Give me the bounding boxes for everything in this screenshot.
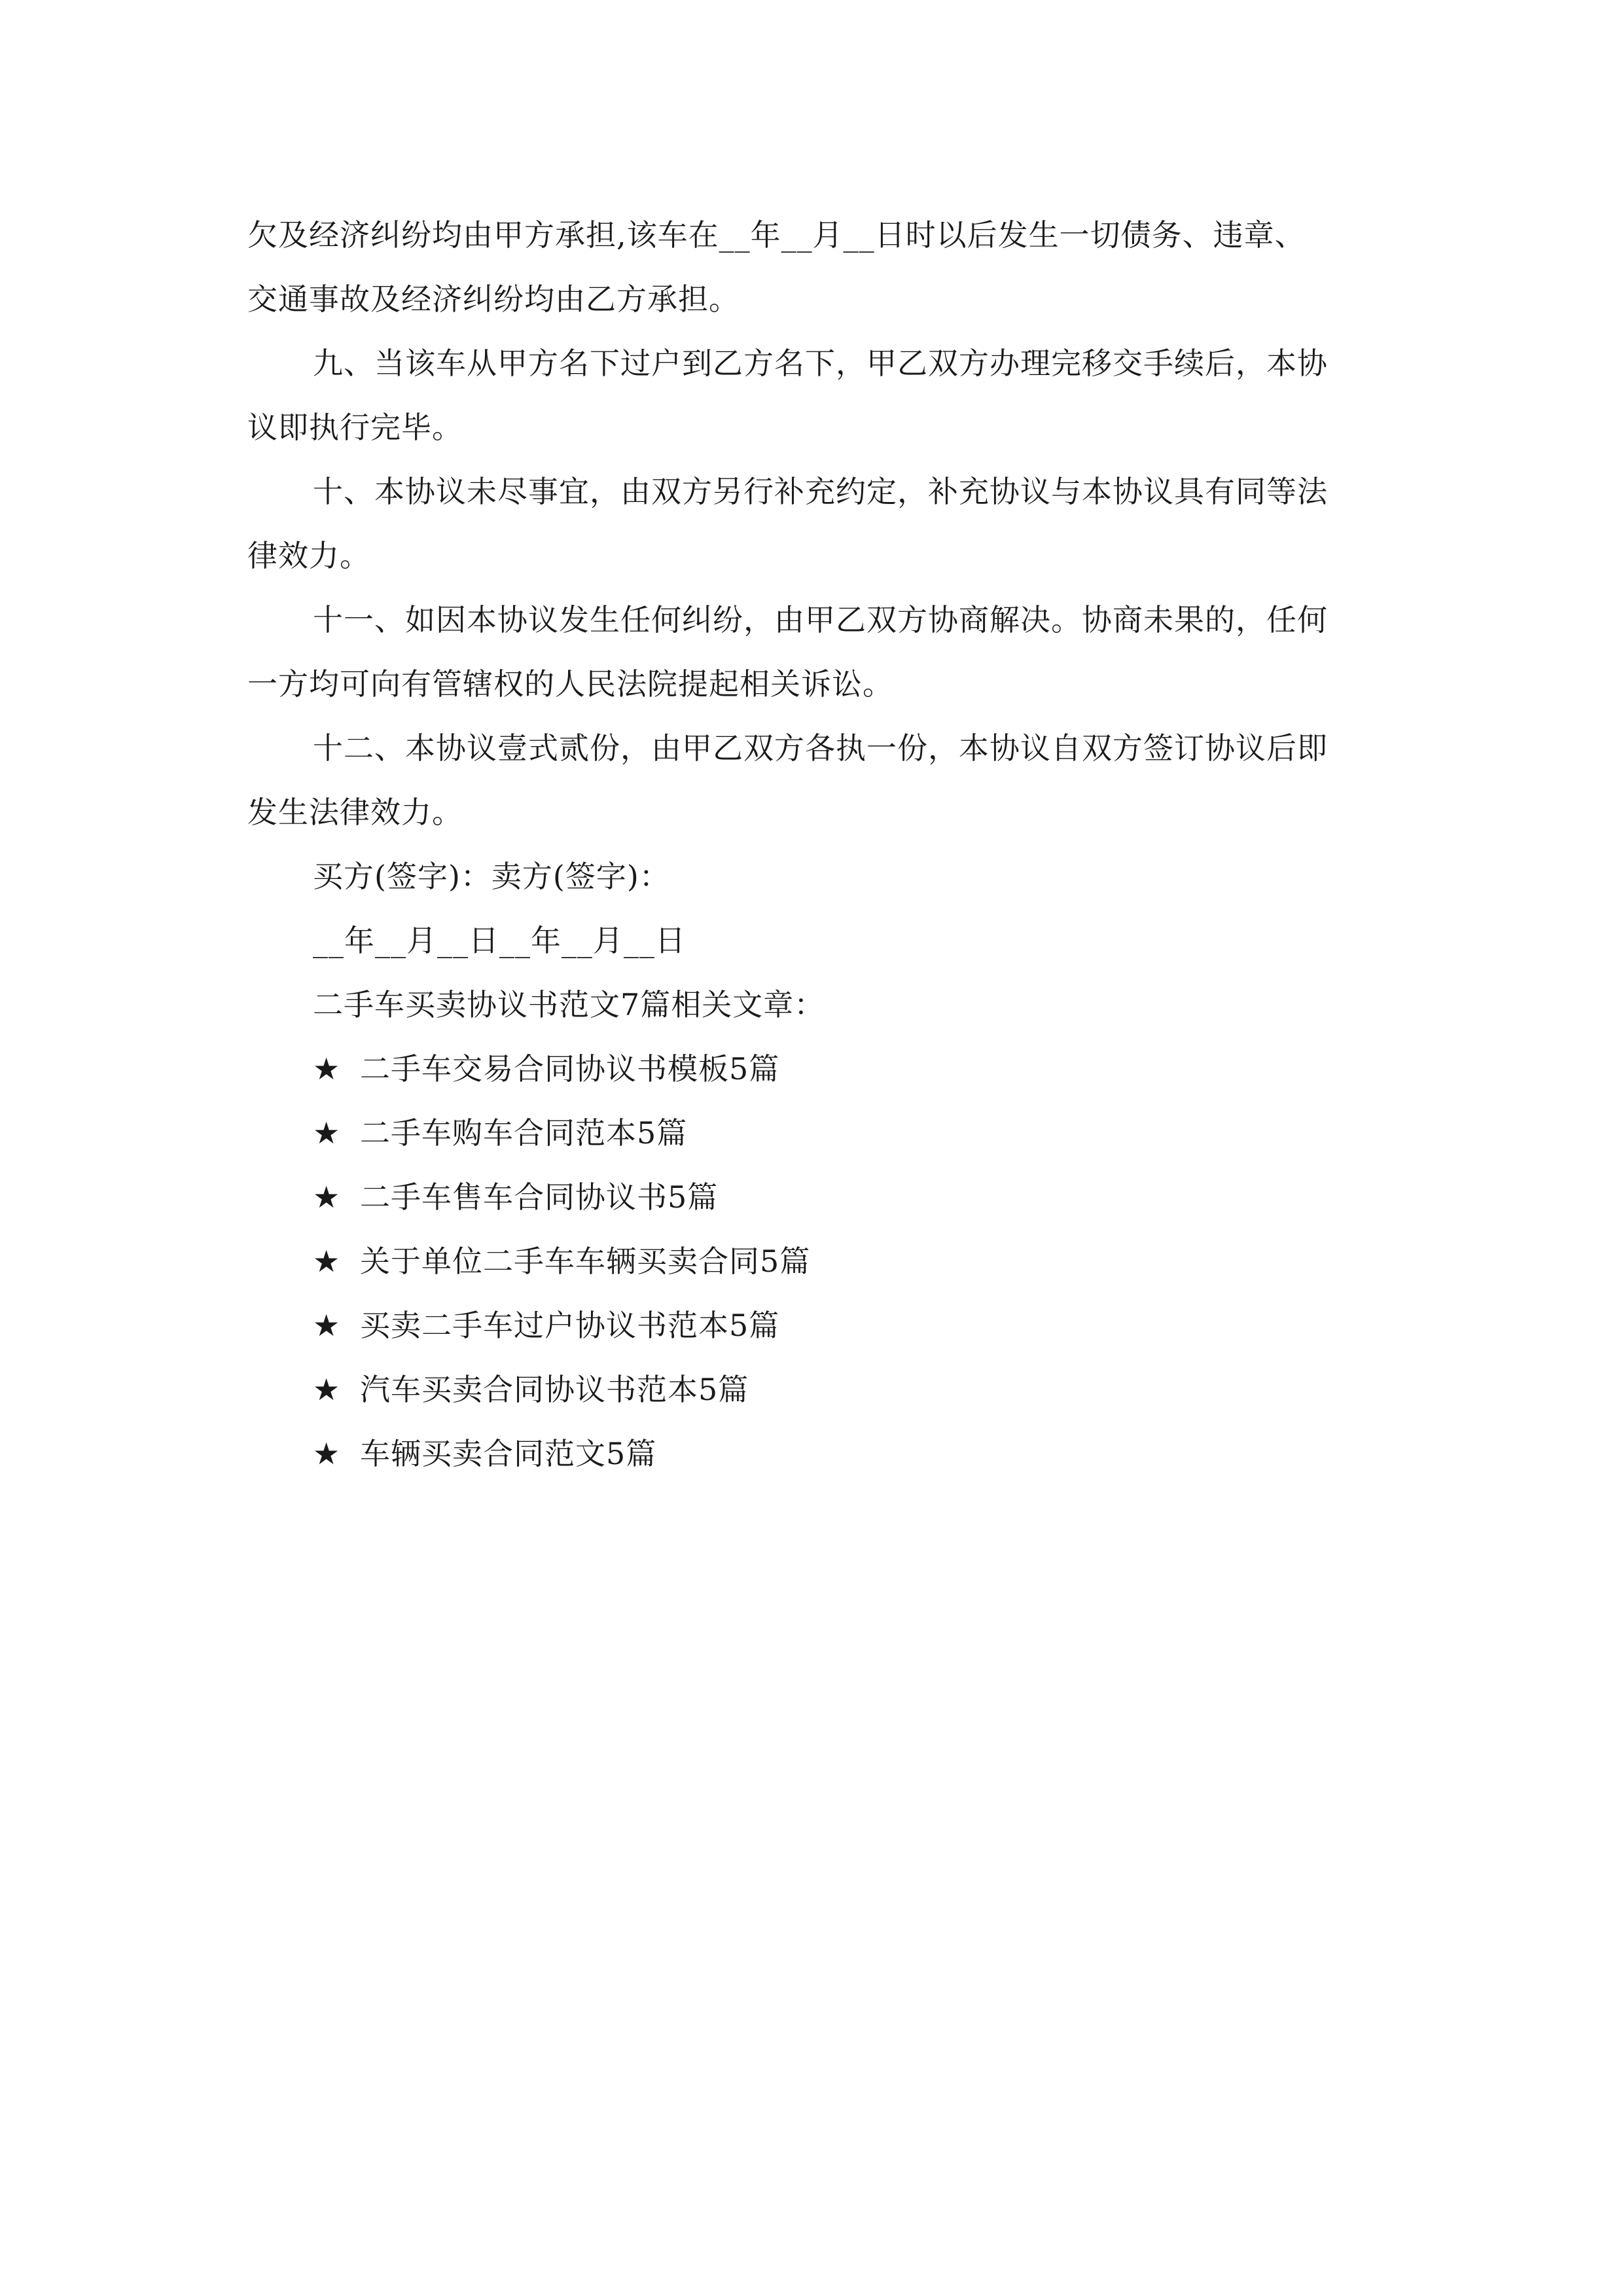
- related-article-link[interactable]: [247, 1422, 1380, 1486]
- star-icon: ★: [313, 1244, 341, 1279]
- related-article-link[interactable]: [247, 1293, 1380, 1357]
- clause-10-line-1: 十、本协议未尽事宜，由双方另行补充约定，补充协议与本协议具有同等法: [313, 474, 1328, 509]
- star-icon: ★: [313, 1051, 341, 1086]
- star-icon: ★: [313, 1179, 341, 1215]
- clause-12-line-1: 十二、本协议壹式贰份，由甲乙双方各执一份，本协议自双方签订协议后即: [313, 730, 1328, 766]
- related-article-link[interactable]: [247, 1101, 1380, 1165]
- star-icon: ★: [313, 1436, 341, 1471]
- clause-9-line-2: 议即执行完毕。: [247, 410, 463, 445]
- star-icon: ★: [313, 1115, 341, 1151]
- date-line: __年__月__日__年__月__日: [313, 923, 686, 958]
- related-article-link[interactable]: [247, 1165, 1380, 1229]
- clause-11-line-2: 一方均可向有管辖权的人民法院提起相关诉讼。: [247, 666, 893, 702]
- star-icon: ★: [313, 1308, 341, 1343]
- related-article-title[interactable]: 汽车买卖合同协议书范本5篇: [360, 1372, 749, 1407]
- related-articles-heading: 二手车买卖协议书范文7篇相关文章：: [313, 987, 825, 1022]
- clause-9-line-1: 九、当该车从甲方名下过户到乙方名下，甲乙双方办理完移交手续后，本协: [313, 346, 1328, 381]
- related-article-title[interactable]: 买卖二手车过户协议书范本5篇: [360, 1308, 780, 1343]
- signature-line: 买方(签字)：卖方(签字)：: [313, 859, 670, 894]
- related-article-title[interactable]: 二手车购车合同范本5篇: [360, 1115, 688, 1151]
- document-page: [247, 203, 1380, 1486]
- clause-8-line-1: 欠及经济纠纷均由甲方承担,该车在__年__月__日时以后发生一切债务、违章、: [247, 217, 1306, 253]
- related-article-title[interactable]: 车辆买卖合同范文5篇: [360, 1436, 657, 1471]
- related-article-link[interactable]: [247, 1357, 1380, 1422]
- clause-11-line-1: 十一、如因本协议发生任何纠纷，由甲乙双方协商解决。协商未果的，任何: [313, 602, 1328, 637]
- related-article-link[interactable]: [247, 1037, 1380, 1101]
- star-icon: ★: [313, 1372, 341, 1407]
- clause-12-line-2: 发生法律效力。: [247, 795, 463, 830]
- related-article-title[interactable]: 关于单位二手车车辆买卖合同5篇: [360, 1244, 811, 1279]
- related-article-link[interactable]: [247, 1229, 1380, 1293]
- related-article-title[interactable]: 二手车交易合同协议书模板5篇: [360, 1051, 780, 1086]
- related-article-title[interactable]: 二手车售车合同协议书5篇: [360, 1179, 719, 1215]
- clause-10-line-2: 律效力。: [247, 538, 370, 573]
- clause-8-line-2: 交通事故及经济纠纷均由乙方承担。: [247, 281, 740, 317]
